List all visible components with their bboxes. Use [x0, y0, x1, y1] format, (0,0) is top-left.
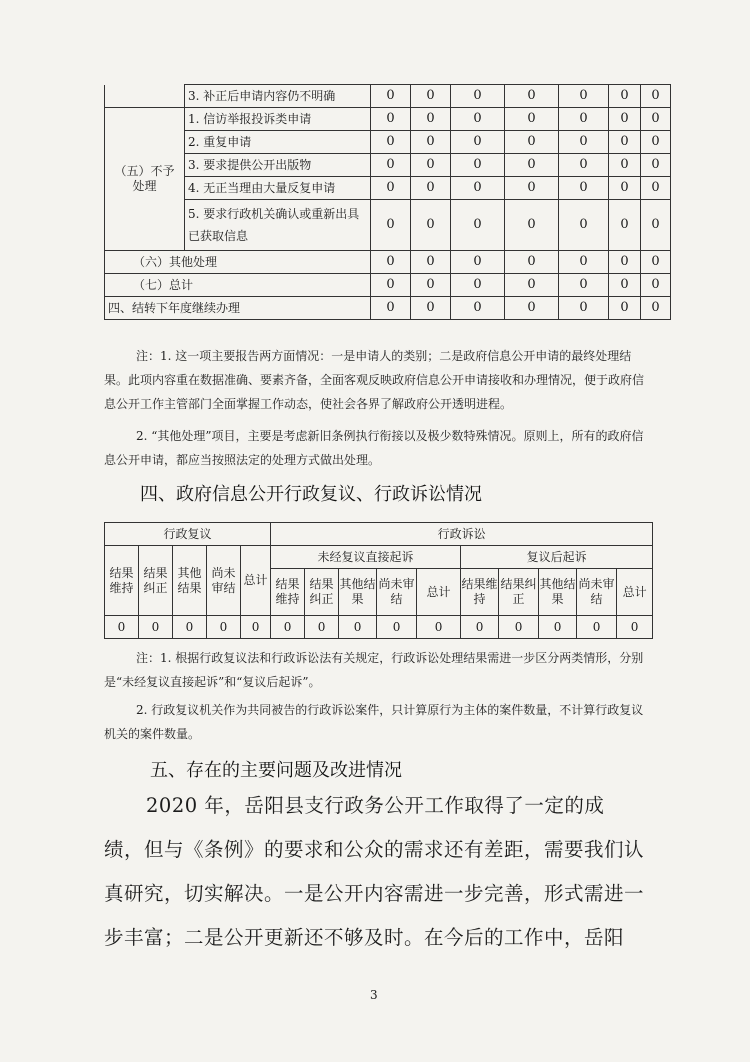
body-paragraph: 2020 年，岳阳县支行政务公开工作取得了一定的成绩，但与《条例》的要求和公众的需求还有差距，需要我们认真研究，切实解决。一是公开内容需进一步完善，形式需进一步丰富；二是公开更新还不够及时。在今后的工作中，岳阳 — [104, 794, 645, 949]
header-direct-suit: 未经复议直接起诉 — [271, 546, 461, 569]
page-number: 3 — [370, 988, 378, 1002]
table-row: （五）不予处理 1. 信访举报投诉类申请 0 0 0 0 0 0 0 — [105, 108, 671, 131]
table-row: （六）其他处理 0 0 0 0 0 0 0 — [105, 251, 671, 274]
table-row: 2. 重复申请 0 0 0 0 0 0 0 — [105, 131, 671, 154]
section-5-title: 五、存在的主要问题及改进情况 — [150, 760, 402, 781]
table-row: （七）总计 0 0 0 0 0 0 0 — [105, 274, 671, 297]
table-row: 结果维持 结果纠正 其他结果 尚未审结 总计 结果维持 结果纠正 其他结果 尚未审结 总计 — [105, 569, 653, 616]
review-litigation-table — [104, 522, 653, 639]
note-1-para-1: 注：1. 这一项主要报告两方面情况：一是申请人的类别；二是政府信息公开申请的最终处理结果。此项内容重在数据准确、要素齐备，全面客观反映政府信息公开申请接收和办理情况，便于政府信息公开工作主管部门全面掌握工作动态，使社会各界了解政府公开透明进程。 — [104, 349, 645, 411]
table-row: 结果维持 结果纠正 其他结果 尚未审结 总计 未经复议直接起诉 复议后起诉 — [105, 546, 653, 569]
note-2-para-2: 2. 行政复议机关作为共同被告的行政诉讼案件，只计算原行为主体的案件数量，不计算行政复议机关的案件数量。 — [104, 703, 644, 741]
header-after-review: 复议后起诉 — [461, 546, 653, 569]
header-litigation: 行政诉讼 — [271, 523, 653, 546]
note-1-para-2: 2. “其他处理”项目，主要是考虑新旧条例执行衔接以及极少数特殊情况。原则上，所有的政府信息公开申请，都应当按照法定的处理方式做出处理。 — [104, 429, 644, 467]
table-row: 3. 要求提供公开出版物 0 0 0 0 0 0 0 — [105, 154, 671, 177]
note-2-para-1: 注：1. 根据行政复议法和行政诉讼法有关规定，行政诉讼处理结果需进一步区分两类情形，分别是“未经复议直接起诉”和“复议后起诉”。 — [104, 651, 644, 689]
table-row: 四、结转下年度继续办理 0 0 0 0 0 0 0 — [105, 297, 671, 320]
table-row: 5. 要求行政机关确认或重新出具已获取信息 0 0 0 0 0 0 0 — [105, 200, 671, 251]
table-row: 0 0 0 0 0 0 0 0 0 0 0 0 0 0 0 — [105, 616, 653, 639]
disposal-table — [104, 84, 671, 320]
header-review: 行政复议 — [105, 523, 271, 546]
category-label: （五）不予处理 — [105, 108, 185, 251]
row-label: 3. 补正后申请内容仍不明确 — [185, 85, 371, 108]
section-4-title: 四、政府信息公开行政复议、行政诉讼情况 — [140, 484, 482, 505]
table-row — [105, 523, 653, 546]
table-row: 3. 补正后申请内容仍不明确 0 0 0 0 0 0 0 — [105, 85, 671, 108]
table-row: 4. 无正当理由大量反复申请 0 0 0 0 0 0 0 — [105, 177, 671, 200]
